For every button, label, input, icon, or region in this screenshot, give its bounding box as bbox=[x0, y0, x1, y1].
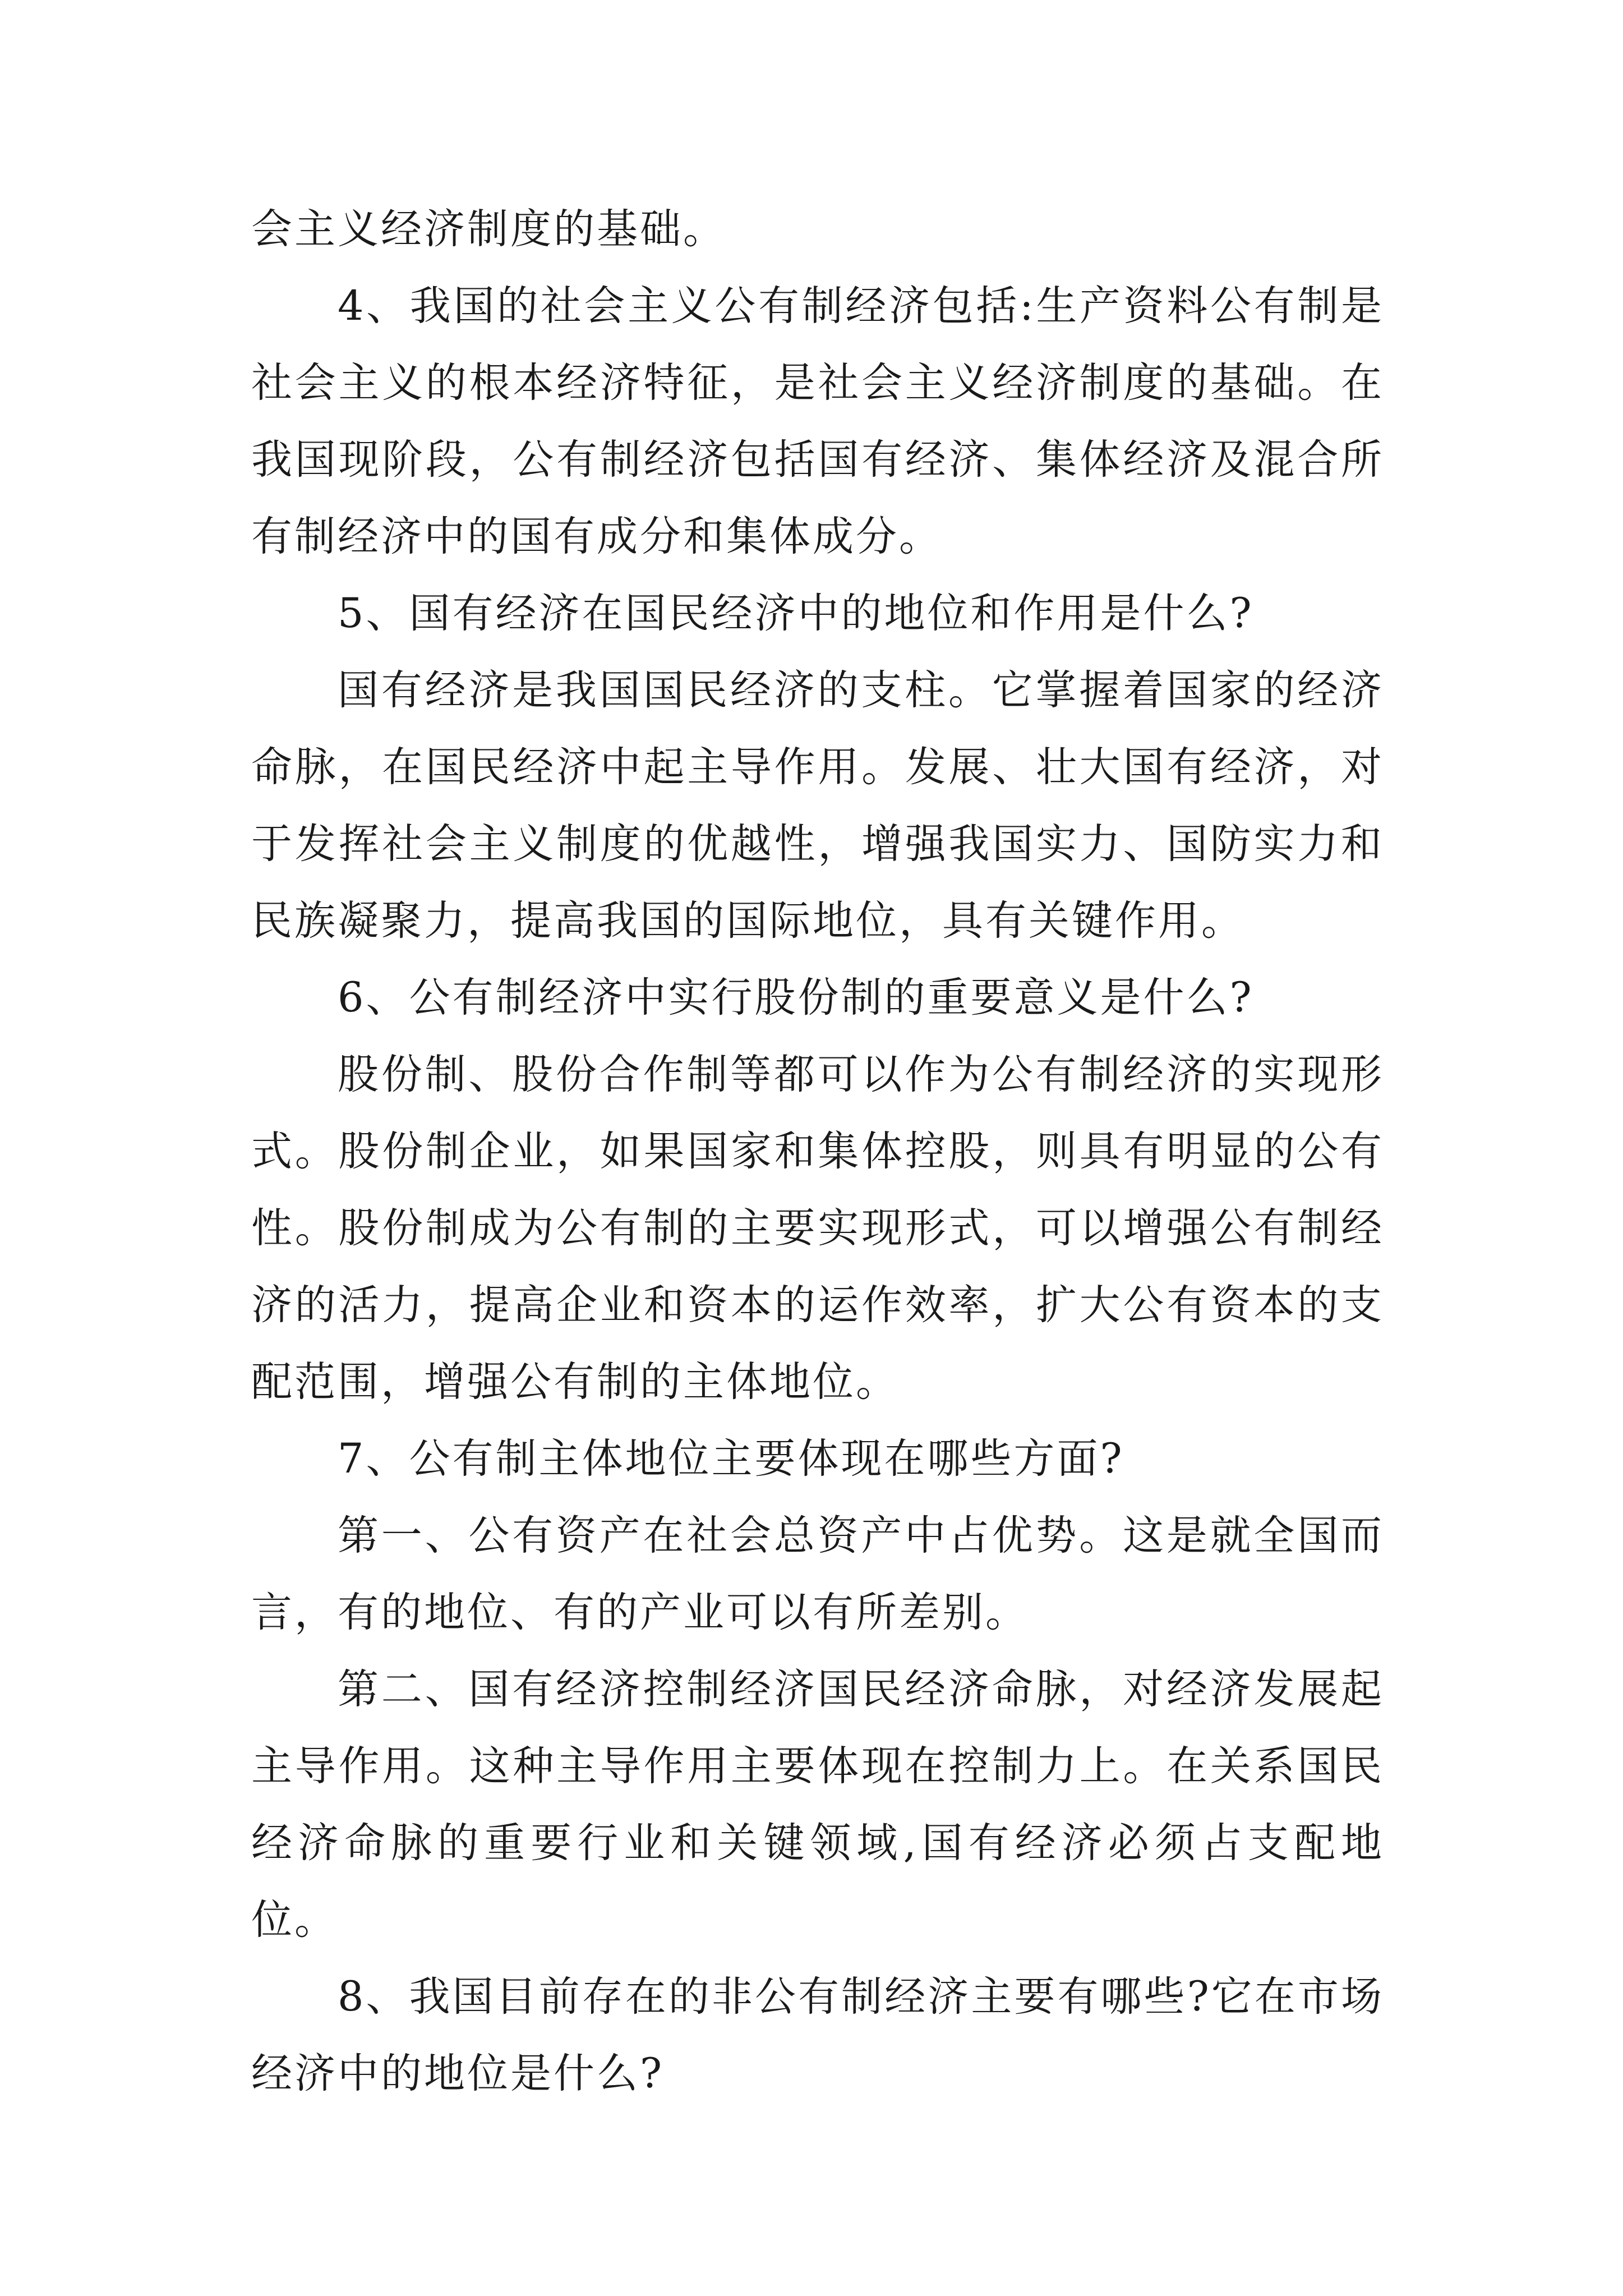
question-6: 6、公有制经济中实行股份制的重要意义是什么? bbox=[338, 974, 1254, 1022]
question-5: 5、国有经济在国民经济中的地位和作用是什么? bbox=[338, 590, 1254, 637]
answer-7-point-1: 第一、公有资产在社会总资产中占优势。这是就全国而言，有的地位、有的产业可以有所差别。 bbox=[251, 1512, 1384, 1636]
answer-5: 国有经济是我国国民经济的支柱。它掌握着国家的经济命脉，在国民经济中起主导作用。发展、壮大国有经济，对于发挥社会主义制度的优越性，增强我国实力、国防实力和民族凝聚力，提高我国的国际地位，具有关键作用。 bbox=[251, 666, 1384, 945]
question-7: 7、公有制主体地位主要体现在哪些方面? bbox=[338, 1435, 1124, 1483]
paragraph-continuation: 会主义经济制度的基础。 bbox=[251, 205, 726, 253]
paragraph-item-4: 4、我国的社会主义公有制经济包括:生产资料公有制是社会主义的根本经济特征，是社会主义经济制度的基础。在我国现阶段，公有制经济包括国有经济、集体经济及混合所有制经济中的国有成分和集体成分。 bbox=[251, 282, 1384, 560]
document-body bbox=[251, 191, 1384, 2112]
answer-7-point-2: 第二、国有经济控制经济国民经济命脉，对经济发展起主导作用。这种主导作用主要体现在控制力上。在关系国民经济命脉的重要行业和关键领域,国有经济必须占支配地位。 bbox=[251, 1665, 1384, 1944]
answer-6: 股份制、股份合作制等都可以作为公有制经济的实现形式。股份制企业，如果国家和集体控股，则具有明显的公有性。股份制成为公有制的主要实现形式，可以增强公有制经济的活力，提高企业和资本的运作效率，扩大公有资本的支配范围，增强公有制的主体地位。 bbox=[251, 1051, 1384, 1406]
question-8: 8、我国目前存在的非公有制经济主要有哪些?它在市场经济中的地位是什么? bbox=[251, 1973, 1384, 2097]
